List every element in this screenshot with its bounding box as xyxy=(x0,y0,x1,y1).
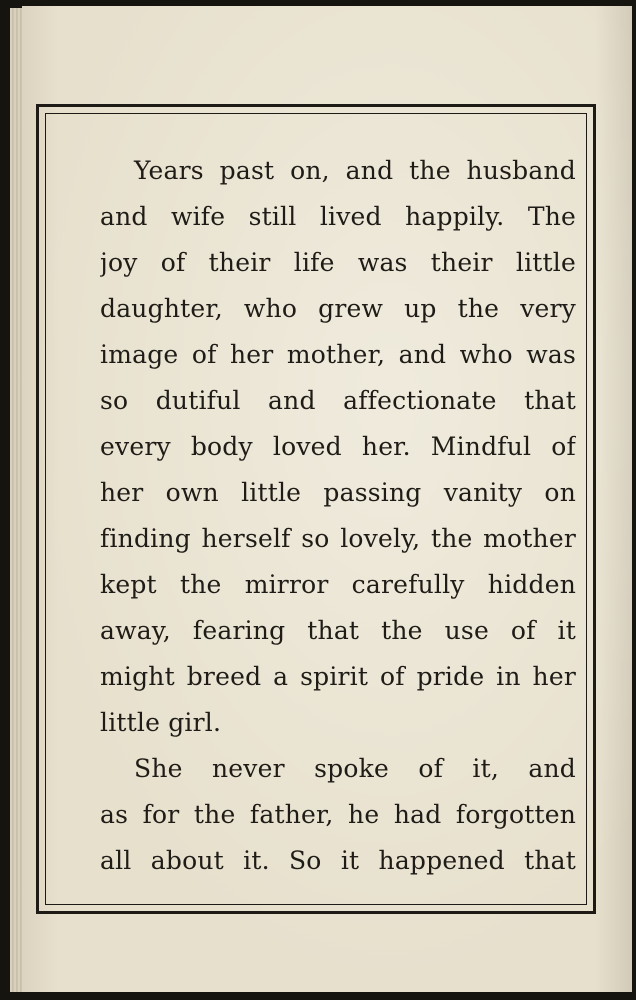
text-line: image of her mother, and who was xyxy=(100,340,576,369)
text-line: daughter, who grew up the very xyxy=(100,294,576,323)
text-line: all about it. So it happened that xyxy=(100,846,576,875)
text-line: as for the father, he had forgotten xyxy=(100,800,576,829)
text-line: little girl. xyxy=(100,708,222,737)
text-line: finding herself so lovely, the mother xyxy=(100,524,576,553)
text-line: She never spoke of it, and xyxy=(134,754,576,783)
text-line: every body loved her. Mindful of xyxy=(100,432,576,461)
text-line: so dutiful and affectionate that xyxy=(100,386,576,415)
text-line: joy of their life was their little xyxy=(100,248,576,277)
text-line: away, fearing that the use of it xyxy=(100,616,576,645)
text-line: her own little passing vanity on xyxy=(100,478,576,507)
text-line: and wife still lived happily. The xyxy=(100,202,576,231)
page-text xyxy=(100,148,576,884)
text-line: kept the mirror carefully hidden xyxy=(100,570,576,599)
text-line: might breed a spirit of pride in her xyxy=(100,662,576,691)
text-line: Years past on, and the husband xyxy=(134,156,576,185)
paragraph-2 xyxy=(100,746,576,884)
paragraph-1 xyxy=(100,148,576,746)
